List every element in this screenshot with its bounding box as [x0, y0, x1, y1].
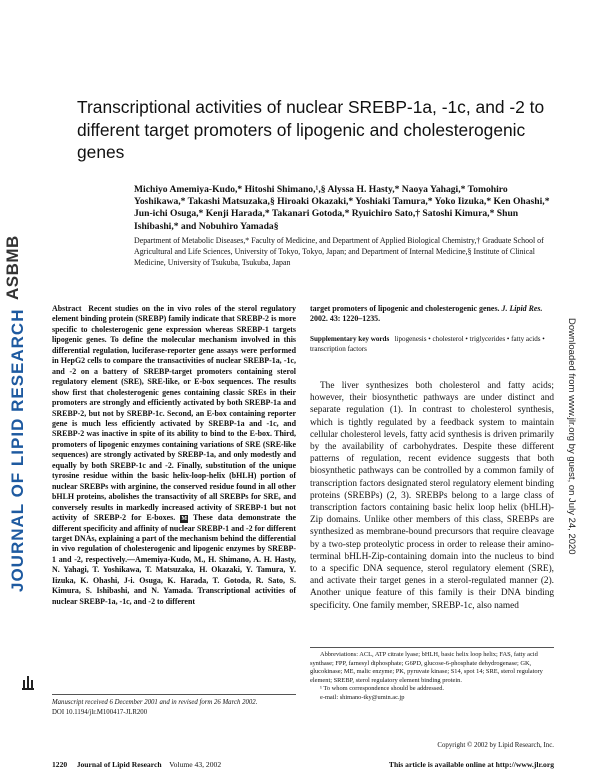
citation-journal: J. Lipid Res.	[501, 304, 543, 313]
manuscript-received: Manuscript received 6 December 2001 and in revised form 26 March 2002.	[52, 699, 258, 706]
footnote-divider	[310, 647, 554, 648]
copyright-block	[376, 741, 554, 751]
asbmb-logo: ASBMB	[3, 235, 22, 300]
footnotes	[310, 651, 554, 703]
abstract-text: Recent studies on the in vivo roles of the sterol regulatory element binding protein (SREBP) family indicate that SREBP-2 is more specific to cholesterogenic gene expression whereas SREBP-1 targets lipogenic genes. To define the molecular mechanism involved in this differential regulation, luciferase-reporter gene assays were performed in HepG2 cells to compare the transactivities of nuclear SREBP-1a, -1c, and -2 on a battery of SREBP-target promoters containing sterol regulatory element (SRE), SRE-like, or E-box sequences. The results show first that cholesterogenic genes containing classic SREs in their promoters are strongly and efficiently activated by both SREBP-1a and SREBP-2, but not by SREBP-1c. Second, an E-box containing reporter gene is much less efficiently activated by SREBP-1a and -1c, and SREBP-2 was inactive in spite of its ability to bind to the E-box. Third, promoters of lipogenic enzymes containing variations of SRE (SRE-like sequences) are strongly activated by SREBP-1a, and only modestly and equally by both SREBP-1c and -2. Finally, substitution of the unique tyrosine residue within the basic helix-loop-helix (bHLH) portion of nuclear SREBPs with arginine, the conserved residue found in all other bHLH proteins, abolishes the transactivity of all SREBPs for SRE, and conversely results in markedly increased activity of SREBP-1 but not activity of SREBP-2 for E-boxes.	[52, 304, 296, 523]
keywords	[310, 335, 554, 354]
footer-journal: Journal of Lipid Research	[76, 760, 162, 769]
affiliations: Department of Metabolic Diseases,* Faculty of Medicine, and Department of Applied Biological Chemistry,† Graduate School of Agricultural and Life Sciences, University of Tokyo, Tokyo, Japan; and Department of Internal Medicine,§ Institute of Clinical Medicine, University of Tsukuba, Tsukuba, Japan	[134, 236, 544, 267]
journal-name-vertical: JOURNAL OF LIPID RESEARCH	[8, 308, 27, 592]
citation-text: target promoters of lipogenic and cholesterogenic genes.	[310, 304, 500, 313]
author-list: Michiyo Amemiya-Kudo,* Hitoshi Shimano,¹,§ Alyssa H. Hasty,* Naoya Yahagi,* Tomohiro Yoshikawa,* Takashi Matsuzaka,§ Hiroaki Okazaki,* Yoshiaki Tamura,* Yoko Iizuka,* Ken Ohashi,* Jun-ichi Osuga,* Kenji Harada,* Takanari Gotoda,* Ryuichiro Sato,† Satoshi Kimura,* Shun Ishibashi,* and Nobuhiro Yamada§	[134, 184, 550, 232]
abstract-label: Abstract	[52, 304, 82, 313]
footer-volume: Volume 43, 2002	[169, 760, 222, 769]
keywords-label: Supplementary key words	[310, 335, 390, 343]
abbreviations: Abbreviations: ACL, ATP citrate lyase; bHLH, basic helix loop helix; FAS, fatty acid synthase; FPP, farnesyl diphosphate; G6PD, glucose-6-phosphate dehydrogenase; GK, glucokinase; ME, malic enzyme; PK, pyruvate kinase; S14, spot 14; SRE, sterol regulatory element; SREBP, sterol regulatory element binding protein.	[310, 651, 543, 684]
correspondence-email: e-mail: shimano-tky@umin.ac.jp	[320, 693, 405, 701]
abstract-text-continued: These data demonstrate the different specificity and affinity of nuclear SREBP-1 and -2 for different target DNAs, explaining a part of the mechanism behind the differential in vivo regulation of cholesterogenic and lipogenic enzymes by SREBP-1 and -2, respectively.—Amemiya-Kudo, M., H. Shimano, A. H. Hasty, N. Yahagi, T. Yoshikawa, T. Matsuzaka, H. Okazaki, Y. Tamura, Y. Iizuka, K. Ohashi, J-i. Osuga, K. Harada, T. Gotoda, R. Sato, S. Kimura, S. Ishibashi, and N. Yamada. Transcriptional activities of nuclear SREBP-1a, -1c, and -2 to different	[52, 513, 297, 606]
keywords-text: lipogenesis • cholesterol • triglycerides • fatty acids • transcription factors	[310, 335, 545, 353]
abstract	[52, 304, 296, 607]
copyright: Copyright © 2002 by Lipid Research, Inc.	[437, 742, 554, 749]
correspondence-note: ¹ To whom correspondence should be addressed.	[320, 685, 444, 693]
page-number: 1220	[52, 760, 68, 769]
manuscript-info	[52, 698, 296, 718]
body-text	[310, 380, 554, 612]
abstract-mark-icon: M	[181, 516, 187, 523]
citation-continued	[310, 304, 554, 325]
online-note: This article is available online at http://www.jlr.org	[388, 760, 554, 769]
download-note: Downloaded from www.jlr.org by guest, on July 24, 2020	[566, 318, 577, 555]
body-paragraph: The liver synthesizes both cholesterol and fatty acids; however, their biosynthetic pathways are under distinct and separate regulation (1). In contrast to cholesterol synthesis, which is tightly regulated by a feedback system to maintain cellular cholesterol levels, fatty acid synthesis is driven primarily by the availability of carbohydrates. Despite these different patterns of regulation, recent evidence suggests that both biosynthetic pathways can be controlled by a common family of transcription factors designated sterol regulatory element binding proteins (SREBPs) (2, 3). SREBPs belong to a large class of transcription factors containing basic helix loop helix (bHLH)-Zip domains. Unlike other members of this class, SREBPs are synthesized as membrane-bound precursors that require cleavage by a two-step proteolytic process in order to release their amino-terminal bHLH-Zip-containing domain into the nucleus to bind to a specific DNA sequence, sterol regulatory element (SRE), and activate their target genes in a sterol-regulated manner (2). Another unique feature of this family is their DNA binding specificity. One family member, SREBP-1c, also named	[310, 381, 554, 611]
page-footer	[52, 760, 554, 769]
journal-emblem-icon	[22, 676, 34, 690]
article-title: Transcriptional activities of nuclear SREBP-1a, -1c, and -2 to different target promoters of lipogenic and cholesterogenic genes	[77, 97, 545, 162]
manuscript-divider	[52, 694, 296, 695]
manuscript-doi: DOI 10.1194/jlr.M100417-JLR200	[52, 709, 148, 716]
citation-tail: 2002. 43: 1220–1235.	[310, 314, 381, 324]
